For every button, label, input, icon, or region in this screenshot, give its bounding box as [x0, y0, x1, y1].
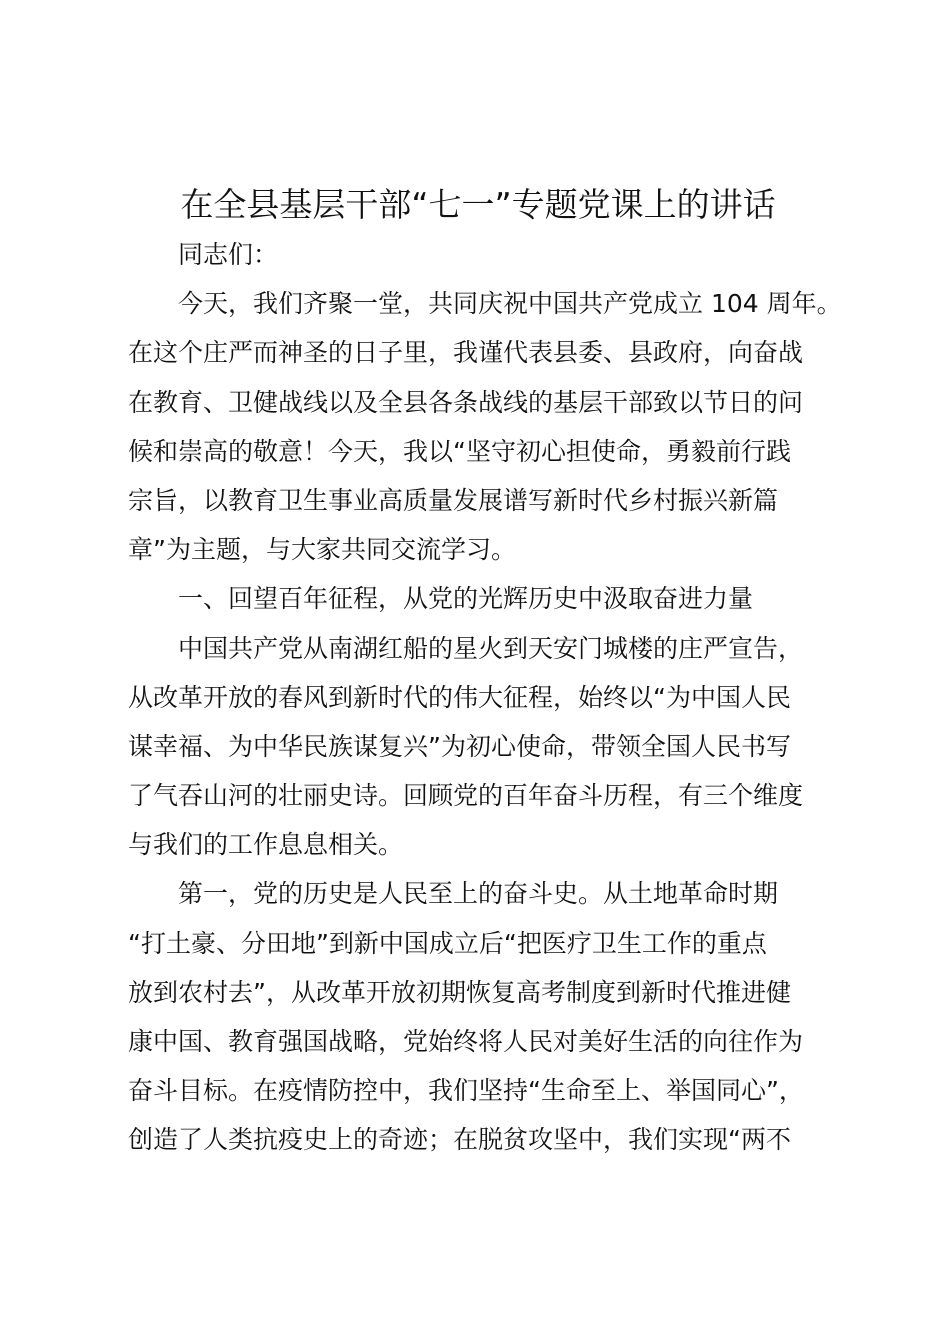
text-line: 了气吞山河的壮丽史诗。回顾党的百年奋斗历程，有三个维度 [128, 781, 804, 811]
text-line: 谋幸福、为中华民族谋复兴”为初心使命，带领全国人民书写 [128, 731, 791, 761]
text-line: 中国共产党从南湖红船的星火到天安门城楼的庄严宣告， [178, 633, 804, 663]
document-title: 在全县基层干部“七一”专题党课上的讲话 [180, 185, 776, 224]
text-line: 与我们的工作息息相关。 [128, 830, 404, 860]
text-line: 奋斗目标。在疫情防控中，我们坚持“生命至上、举国同心”， [128, 1076, 804, 1106]
text-line: 在教育、卫健战线以及全县各条战线的基层干部致以节日的问 [128, 387, 804, 417]
text-line: 章”为主题，与大家共同交流学习。 [128, 535, 516, 565]
text-line: 同志们： [178, 240, 279, 269]
text-line: 从改革开放的春风到新时代的伟大征程，始终以“为中国人民 [128, 682, 791, 712]
text-line: 创造了人类抗疫史上的奇迹；在脱贫攻坚中，我们实现“两不 [128, 1125, 791, 1155]
text-line: 在这个庄严而神圣的日子里，我谨代表县委、县政府，向奋战 [128, 338, 804, 368]
section-heading: 一、回望百年征程，从党的光辉历史中汲取奋进力量 [178, 584, 754, 614]
text-line: 第一，党的历史是人民至上的奋斗史。从土地革命时期 [178, 879, 779, 909]
text-line: 今天，我们齐聚一堂，共同庆祝中国共产党成立 104 周年。 [178, 289, 842, 319]
document-body [128, 230, 842, 1165]
text-line: 宗旨，以教育卫生事业高质量发展谱写新时代乡村振兴新篇 [128, 485, 779, 515]
text-line: 候和崇高的敬意！今天，我以“坚守初心担使命，勇毅前行践 [128, 436, 791, 466]
text-line: “打土豪、分田地”到新中国成立后“把医疗卫生工作的重点 [128, 928, 767, 958]
text-line: 康中国、教育强国战略，党始终将人民对美好生活的向往作为 [128, 1027, 804, 1056]
text-line: 放到农村去”，从改革开放初期恢复高考制度到新时代推进健 [128, 977, 791, 1007]
